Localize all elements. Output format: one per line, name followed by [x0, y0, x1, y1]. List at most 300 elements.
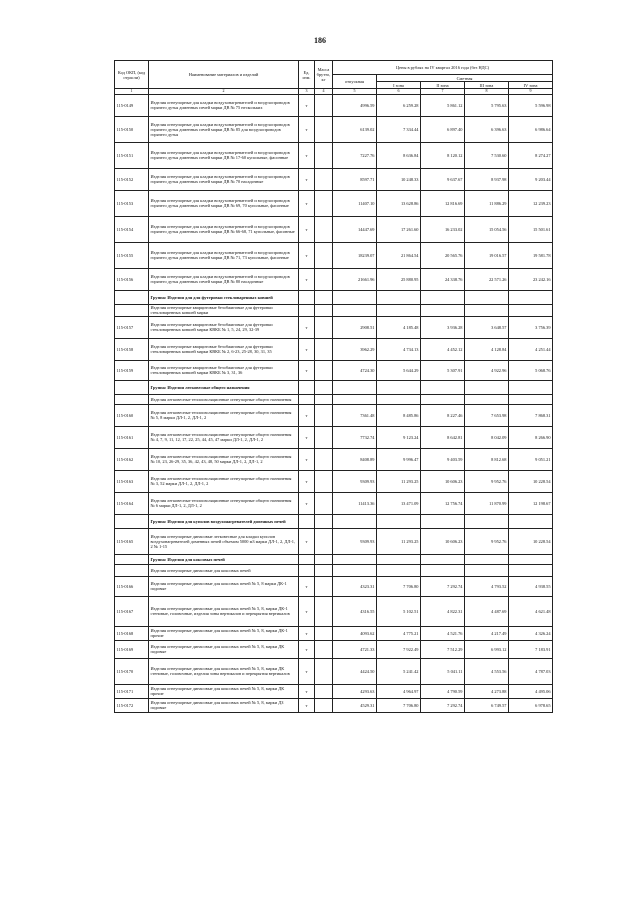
row-price-zone-3: 4 273.88 [465, 684, 509, 698]
table-row [115, 564, 553, 576]
row-code [115, 394, 149, 404]
row-price-zone-4 [509, 514, 553, 528]
row-code [115, 554, 149, 564]
row-price-zone-3: 4 553.56 [465, 658, 509, 684]
row-mass [315, 448, 333, 470]
row-code: 115-0170 [115, 658, 149, 684]
row-price-zone-1: 4 185.48 [377, 316, 421, 338]
row-mass [315, 168, 333, 190]
row-code: 115-0160 [115, 404, 149, 426]
row-code: 115-0168 [115, 626, 149, 640]
row-price-release: 11413.36 [333, 492, 377, 514]
row-price-zone-3: 6 749.57 [465, 698, 509, 712]
header-unit: Ед. изм. [299, 61, 315, 89]
table-row [115, 626, 553, 640]
row-price-zone-4: 5 596.98 [509, 94, 553, 116]
table-row [115, 658, 553, 684]
col-number: 2 [149, 89, 299, 95]
row-unit: т [299, 426, 315, 448]
row-mass [315, 684, 333, 698]
row-price-zone-1: 13 471.09 [377, 492, 421, 514]
row-code: 115-0171 [115, 684, 149, 698]
row-price-release: 4293.63 [333, 684, 377, 698]
row-code: 115-0151 [115, 142, 149, 168]
row-code: 115-0169 [115, 640, 149, 658]
row-code: 115-0150 [115, 116, 149, 142]
row-mass [315, 142, 333, 168]
row-price-zone-4 [509, 304, 553, 316]
row-code [115, 304, 149, 316]
row-price-zone-1: 25 880.95 [377, 268, 421, 290]
row-price-zone-2: 7 512.29 [421, 640, 465, 658]
row-price-zone-2: 8 642.81 [421, 426, 465, 448]
row-price-release [333, 290, 377, 304]
row-price-zone-3: 9 952.76 [465, 528, 509, 554]
col-number: 9 [509, 89, 553, 95]
row-price-zone-3: 6 396.63 [465, 116, 509, 142]
table-row [115, 492, 553, 514]
row-price-zone-2: 20 565.76 [421, 242, 465, 268]
row-price-zone-2: 7 292.74 [421, 698, 465, 712]
row-price-zone-2 [421, 564, 465, 576]
row-price-zone-1: 13 628.86 [377, 190, 421, 216]
row-code: 115-0159 [115, 360, 149, 380]
row-price-zone-1: 11 293.25 [377, 470, 421, 492]
row-name: Группа: Изделия для куполов воздухонагревателей доменных печей [149, 514, 299, 528]
row-unit: т [299, 142, 315, 168]
table-row [115, 268, 553, 290]
row-unit: т [299, 684, 315, 698]
row-price-zone-4: 10 228.54 [509, 470, 553, 492]
row-unit: т [299, 94, 315, 116]
row-code: 115-0154 [115, 216, 149, 242]
row-price-zone-3: 6 993.12 [465, 640, 509, 658]
row-price-zone-1: 5 644.29 [377, 360, 421, 380]
row-code: 115-0158 [115, 338, 149, 360]
row-mass [315, 216, 333, 242]
row-unit: т [299, 242, 315, 268]
row-name: Изделия огнеупорные для кладки воздухонагревателей и воздухопроводов горячего дутья доменных печей марки ДВ № 75 нескольких [149, 94, 299, 116]
row-name: Изделия огнеупорные динасовые для коксовых печей [149, 564, 299, 576]
header-code: Код ОКП, (код отрасли) [115, 61, 149, 89]
row-code: 115-0163 [115, 470, 149, 492]
header-zone-4: IV зона [509, 82, 553, 89]
row-name: Изделия огнеупорные динасовые для коксовых печей № 5, 8 марки ДК-1 подовые [149, 576, 299, 596]
table-row [115, 426, 553, 448]
row-code: 115-0155 [115, 242, 149, 268]
row-price-release: 7361.48 [333, 404, 377, 426]
row-price-zone-2 [421, 290, 465, 304]
row-price-release [333, 564, 377, 576]
row-price-zone-4: 12 239.23 [509, 190, 553, 216]
row-price-zone-1 [377, 304, 421, 316]
row-price-zone-4: 23 242.16 [509, 268, 553, 290]
row-code: 115-0162 [115, 448, 149, 470]
row-code: 115-0149 [115, 94, 149, 116]
row-price-release: 8597.71 [333, 168, 377, 190]
row-price-zone-1 [377, 564, 421, 576]
row-price-zone-4: 9 203.44 [509, 168, 553, 190]
row-price-zone-1 [377, 394, 421, 404]
table-row [115, 448, 553, 470]
row-name: Изделия легковесные теплоизоляционные огнеупорные общего назначения № 4, 7, 9, 11, 12, 17, 22, 25, 44, 45, 47 марки ДЛ-1, 2, ДЛ-1, 2 [149, 426, 299, 448]
price-table [114, 60, 553, 713]
row-price-zone-4 [509, 290, 553, 304]
section-row [115, 380, 553, 394]
row-price-release [333, 394, 377, 404]
row-mass [315, 528, 333, 554]
row-name: Изделия огнеупорные кварцитовые безобжиговые для футеровки стекловаренных ковшей марки КВКБ № 1, 5, 24, 29, 32-39 [149, 316, 299, 338]
row-unit [299, 394, 315, 404]
header-release: отпускная [333, 75, 377, 89]
row-price-zone-4: 6 978.65 [509, 698, 553, 712]
row-name: Изделия огнеупорные для кладки воздухонагревателей и воздухопроводов горячего дутья доменных печей марки ДВ № 85 для воздухопроводов горячего дутья [149, 116, 299, 142]
row-unit: т [299, 404, 315, 426]
row-price-zone-3 [465, 394, 509, 404]
row-unit: т [299, 698, 315, 712]
row-price-zone-1: 5 102.51 [377, 596, 421, 626]
row-price-zone-1: 9 996.47 [377, 448, 421, 470]
row-price-zone-2 [421, 304, 465, 316]
row-price-zone-4: 7 183.91 [509, 640, 553, 658]
row-price-zone-4: 4 621.48 [509, 596, 553, 626]
row-unit: т [299, 268, 315, 290]
row-unit: т [299, 640, 315, 658]
header-zone-3: III зона [465, 82, 509, 89]
row-price-zone-3 [465, 304, 509, 316]
col-number: 4 [315, 89, 333, 95]
row-name: Изделия огнеупорные динасовые для коксовых печей № 5, 8, марки ДК-1 стеновые, головочные, изделия зоны вертикалов и перекрытия вертикалов [149, 596, 299, 626]
row-price-zone-4 [509, 554, 553, 564]
row-price-zone-1: 10 248.33 [377, 168, 421, 190]
row-price-zone-1: 8 636.84 [377, 142, 421, 168]
row-price-zone-1: 7 922.49 [377, 640, 421, 658]
table-row [115, 596, 553, 626]
table-row [115, 698, 553, 712]
row-price-zone-3 [465, 290, 509, 304]
row-price-zone-2 [421, 394, 465, 404]
row-code: 115-0161 [115, 426, 149, 448]
row-price-zone-4: 15 501.61 [509, 216, 553, 242]
row-price-release: 9309.93 [333, 470, 377, 492]
row-price-zone-1 [377, 554, 421, 564]
row-unit [299, 290, 315, 304]
row-price-zone-2: 4 790.59 [421, 684, 465, 698]
row-code: 115-0172 [115, 698, 149, 712]
row-price-zone-2: 12 816.69 [421, 190, 465, 216]
row-unit: т [299, 360, 315, 380]
row-mass [315, 360, 333, 380]
table-row [115, 684, 553, 698]
row-mass [315, 576, 333, 596]
row-price-release: 4323.31 [333, 576, 377, 596]
row-price-zone-4 [509, 380, 553, 394]
row-price-zone-3 [465, 554, 509, 564]
row-mass [315, 564, 333, 576]
row-mass [315, 470, 333, 492]
row-mass [315, 404, 333, 426]
row-price-release: 8408.89 [333, 448, 377, 470]
row-unit: т [299, 338, 315, 360]
row-unit: т [299, 190, 315, 216]
row-price-release: 4724.30 [333, 360, 377, 380]
row-price-zone-3 [465, 514, 509, 528]
row-price-zone-3: 4 128.84 [465, 338, 509, 360]
row-price-zone-3: 4 793.52 [465, 576, 509, 596]
row-unit: т [299, 470, 315, 492]
table-row [115, 576, 553, 596]
page-number: 186 [314, 36, 326, 45]
row-price-zone-1: 7 706.80 [377, 576, 421, 596]
row-mass [315, 190, 333, 216]
row-price-zone-3: 4 487.69 [465, 596, 509, 626]
header-mass: Масса брутто, кг [315, 61, 333, 89]
row-price-zone-1: 9 123.24 [377, 426, 421, 448]
row-price-zone-3: 11 886.29 [465, 190, 509, 216]
row-price-zone-2: 9 637.67 [421, 168, 465, 190]
row-price-zone-2 [421, 514, 465, 528]
row-price-release: 6139.02 [333, 116, 377, 142]
row-mass [315, 380, 333, 394]
table-row [115, 94, 553, 116]
row-unit [299, 554, 315, 564]
row-unit: т [299, 216, 315, 242]
table-row [115, 116, 553, 142]
row-name: Изделия огнеупорные динасовые для коксовых печей № 5, 8, марки ДК стеновые, головочные, изделия зоны вертикалов и перекрытия вертикалов [149, 658, 299, 684]
row-mass [315, 426, 333, 448]
row-price-zone-3: 7 530.60 [465, 142, 509, 168]
row-price-zone-1 [377, 290, 421, 304]
row-price-zone-2: 8 227.46 [421, 404, 465, 426]
row-mass [315, 698, 333, 712]
row-name: Изделия огнеупорные для кладки воздухонагревателей и воздухопроводов горячего дутья доменных печей марки ДВ № 70 насадочные [149, 168, 299, 190]
row-price-zone-4: 3 756.39 [509, 316, 553, 338]
table-row [115, 190, 553, 216]
row-price-zone-2: 24 338.76 [421, 268, 465, 290]
row-price-zone-2: 6 897.40 [421, 116, 465, 142]
row-price-zone-3 [465, 564, 509, 576]
row-price-zone-1 [377, 514, 421, 528]
col-number: 8 [465, 89, 509, 95]
row-price-zone-4: 4 495.06 [509, 684, 553, 698]
row-price-zone-3: 9 952.76 [465, 470, 509, 492]
row-price-release: 4529.31 [333, 698, 377, 712]
row-price-release: 4996.59 [333, 94, 377, 116]
table-row [115, 640, 553, 658]
row-code: 115-0166 [115, 576, 149, 596]
row-name: Изделия легковесные теплоизоляционные огнеупорные общего назначения № 3, 52 марки ДЛ-1, 2, ДЛ-1, 2 [149, 470, 299, 492]
section-row [115, 514, 553, 528]
row-price-zone-4: 6 986.64 [509, 116, 553, 142]
row-name: Изделия огнеупорные для кладки воздухонагревателей и воздухопроводов горячего дутья доменных печей марки ДВ № 80 насадочные [149, 268, 299, 290]
row-price-zone-1: 4 734.13 [377, 338, 421, 360]
row-name: Изделия огнеупорные динасовые для коксовых печей № 5, 8, марки ДК прочие [149, 684, 299, 698]
row-price-zone-3: 8 937.98 [465, 168, 509, 190]
row-price-zone-3: 22 571.26 [465, 268, 509, 290]
row-unit: т [299, 316, 315, 338]
row-price-zone-3 [465, 380, 509, 394]
row-price-zone-4: 7 868.31 [509, 404, 553, 426]
row-unit: т [299, 168, 315, 190]
row-price-zone-3: 4 922.96 [465, 360, 509, 380]
row-price-zone-3: 5 795.63 [465, 94, 509, 116]
row-price-zone-1: 21 864.54 [377, 242, 421, 268]
row-mass [315, 316, 333, 338]
row-price-release: 3962.29 [333, 338, 377, 360]
row-mass [315, 94, 333, 116]
row-price-zone-3: 11 870.99 [465, 492, 509, 514]
row-price-zone-4 [509, 564, 553, 576]
row-name: Группа: Изделия для для футеровки стекловаренных ковшей [149, 290, 299, 304]
table-row [115, 242, 553, 268]
row-price-zone-2: 9 403.59 [421, 448, 465, 470]
row-unit: т [299, 492, 315, 514]
row-unit: т [299, 626, 315, 640]
row-code: 115-0156 [115, 268, 149, 290]
row-name: Изделия огнеупорные кварцитовые безобжиговые для футеровки стекловаренных ковшей марки КВКБ № 3, 31, 36 [149, 360, 299, 380]
table-body [115, 94, 553, 712]
row-name: Группа: Изделия легковесные общего назначения [149, 380, 299, 394]
row-unit [299, 514, 315, 528]
row-price-release: 4093.62 [333, 626, 377, 640]
row-mass [315, 626, 333, 640]
row-price-zone-2 [421, 554, 465, 564]
table-row [115, 304, 553, 316]
row-name: Изделия легковесные теплоизоляционные огнеупорные общего назначения № 10, 23, 26-29, 35, 36, 42, 43, 48, 50 марки ДЛ-1, 2, ДЛ-1, 2 [149, 448, 299, 470]
row-price-release: 4721.33 [333, 640, 377, 658]
row-mass [315, 640, 333, 658]
row-price-zone-2: 3 936.28 [421, 316, 465, 338]
row-price-zone-4: 8 266.90 [509, 426, 553, 448]
row-price-zone-4: 4 787.03 [509, 658, 553, 684]
row-mass [315, 492, 333, 514]
row-price-zone-2: 4 822.31 [421, 596, 465, 626]
row-code: 115-0152 [115, 168, 149, 190]
row-price-zone-2: 5 307.91 [421, 360, 465, 380]
table-row [115, 528, 553, 554]
row-price-release: 9309.93 [333, 528, 377, 554]
row-price-release: 2908.51 [333, 316, 377, 338]
row-price-zone-2: 10 606.23 [421, 528, 465, 554]
row-price-release: 21661.96 [333, 268, 377, 290]
row-name: Изделия огнеупорные для кладки воздухонагревателей и воздухопроводов горячего дутья доменных печей марки ДВ № 66-68, 71 купольные, фасонные [149, 216, 299, 242]
row-unit [299, 380, 315, 394]
row-unit: т [299, 528, 315, 554]
row-mass [315, 596, 333, 626]
row-price-release [333, 514, 377, 528]
header-name: Наименование материалов и изделий [149, 61, 299, 89]
row-mass [315, 514, 333, 528]
row-price-zone-4: 19 581.78 [509, 242, 553, 268]
row-unit [299, 564, 315, 576]
table-row [115, 168, 553, 190]
table-row [115, 360, 553, 380]
row-price-zone-2: 5 861.12 [421, 94, 465, 116]
row-price-zone-1 [377, 380, 421, 394]
row-price-zone-1: 7 706.80 [377, 698, 421, 712]
row-price-zone-1: 11 293.25 [377, 528, 421, 554]
row-price-zone-2: 12 756.74 [421, 492, 465, 514]
row-price-release: 14447.69 [333, 216, 377, 242]
row-price-zone-2: 16 233.02 [421, 216, 465, 242]
row-mass [315, 242, 333, 268]
row-price-zone-3: 8 042.09 [465, 426, 509, 448]
row-name: Изделия легковесные теплоизоляционные огнеупорные общего назначения [149, 394, 299, 404]
row-price-release: 4424.50 [333, 658, 377, 684]
row-mass [315, 338, 333, 360]
row-name: Изделия огнеупорные динасовые для коксовых печей № 5, 8, марки ДК подовые [149, 640, 299, 658]
row-code: 115-0157 [115, 316, 149, 338]
row-price-zone-4: 9 051.21 [509, 448, 553, 470]
row-price-zone-2: 7 292.74 [421, 576, 465, 596]
row-name: Изделия огнеупорные для кладки воздухонагревателей и воздухопроводов горячего дутья доменных печей марки ДВ № 69, 70 купольные, фасонные [149, 190, 299, 216]
col-number: 7 [421, 89, 465, 95]
col-number: 5 [333, 89, 377, 95]
section-row [115, 290, 553, 304]
table-row [115, 470, 553, 492]
row-unit: т [299, 116, 315, 142]
row-name: Изделия огнеупорные кварцитовые безобжиговые для футеровки стекловаренных ковшей марки [149, 304, 299, 316]
header-estimate: Сметная [377, 75, 553, 82]
row-mass [315, 268, 333, 290]
row-code: 115-0165 [115, 528, 149, 554]
row-price-release: 7227.76 [333, 142, 377, 168]
row-price-zone-2: 4 521.76 [421, 626, 465, 640]
row-code: 115-0153 [115, 190, 149, 216]
row-price-zone-2: 4 452.12 [421, 338, 465, 360]
header-price-title: Цены в рублях на IV квартал 2016 года (без НДС) [333, 61, 553, 75]
col-number: 1 [115, 89, 149, 95]
row-price-zone-4: 4 938.55 [509, 576, 553, 596]
row-code: 115-0167 [115, 596, 149, 626]
row-price-release: 4316.55 [333, 596, 377, 626]
table-row [115, 216, 553, 242]
row-price-zone-4 [509, 394, 553, 404]
header-zone-1: I зона [377, 82, 421, 89]
col-number: 6 [377, 89, 421, 95]
row-code [115, 380, 149, 394]
header-zone-2: II зона [421, 82, 465, 89]
row-name: Изделия огнеупорные динасовые для коксовых печей № 5, 8, марки ДК-1 прочие [149, 626, 299, 640]
table-row [115, 316, 553, 338]
row-price-zone-3: 19 016.57 [465, 242, 509, 268]
row-price-zone-2 [421, 380, 465, 394]
table-row [115, 142, 553, 168]
row-mass [315, 116, 333, 142]
row-code [115, 514, 149, 528]
row-price-release [333, 304, 377, 316]
row-price-zone-4: 4 326.24 [509, 626, 553, 640]
row-code [115, 564, 149, 576]
row-unit: т [299, 658, 315, 684]
row-price-release: 7732.74 [333, 426, 377, 448]
table-row [115, 404, 553, 426]
row-price-zone-1: 6 259.28 [377, 94, 421, 116]
row-price-zone-3: 15 054.56 [465, 216, 509, 242]
row-name: Изделия легковесные теплоизоляционные огнеупорные общего назначения № 5, 8 марки ДЛ-1, 2, ДЛ-1, 2 [149, 404, 299, 426]
row-price-zone-3: 3 648.57 [465, 316, 509, 338]
row-unit [299, 304, 315, 316]
row-name: Изделия огнеупорные динасовые легковесные для кладки куполов воздухонагревателей доменных печей объемом 5000 м3 марки ДЛ-1, 2, ДЛ-1, 2 № 1-15 [149, 528, 299, 554]
row-price-zone-1: 7 334.44 [377, 116, 421, 142]
row-mass [315, 304, 333, 316]
row-price-zone-2: 8 120.12 [421, 142, 465, 168]
section-row [115, 554, 553, 564]
row-name: Группа: Изделия для коксовых печей [149, 554, 299, 564]
row-price-zone-1: 4 775.21 [377, 626, 421, 640]
row-price-zone-4: 4 251.44 [509, 338, 553, 360]
row-price-zone-3: 7 653.98 [465, 404, 509, 426]
